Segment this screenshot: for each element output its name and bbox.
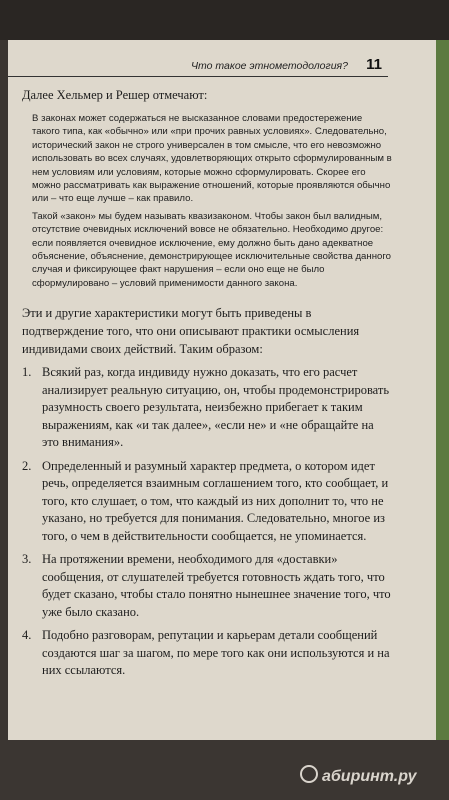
running-title: Что такое этнометодология? [190, 60, 348, 72]
list-number: 2. [22, 458, 32, 473]
list-item-text: На протяжении времени, необходимого для «доставки» сообщения, от слушателей требуется готовность ждать того, что будет сказано, чтобы стало понятно нынешнее значение того, что уже было сказано. [42, 552, 391, 619]
desk-background-top [0, 0, 449, 40]
book-spine [436, 40, 449, 740]
intro-paragraph: Далее Хельмер и Решер отмечают: [22, 88, 208, 102]
list-number: 3. [22, 552, 32, 567]
labyrinth-logo-icon [300, 765, 318, 783]
list-item [22, 364, 392, 452]
list-item [22, 551, 392, 621]
list-number: 4. [22, 628, 32, 643]
list-number: 1. [22, 365, 32, 380]
list-item-text: Определенный и разумный характер предмета, о котором идет речь, определяется взаимным соглашением того, кто сообщает, и того, кто слушает, о том, что каждый из них дополнит то, что не указано, но требуется для понимания. Следовательно, многое из того, о чем в действительности сообщается, не упоминается. [42, 458, 389, 543]
list-item [22, 627, 392, 680]
watermark-text: абиринт.ру [322, 768, 417, 785]
page-content [22, 87, 392, 686]
list-item-text: Подобно разговорам, репутации и карьерам детали сообщений создаются шаг за шагом, по мере того как они используются и на них ссылаются. [42, 628, 390, 678]
watermark-logo [300, 765, 417, 786]
quote-paragraph-2: Такой «закон» мы будем называть квазизаконом. Чтобы закон был валидным, отсутствие очевидных исключений вовсе не обязательно. Необходимо другое: если появляется очевидное исключение, ему должно быть дано адекватное объяснение, объяснение, демонстрирующее исключительные свойства данного случая и фиксирующее факт нарушения – если оно еще не было сформулировано – условий применимости данного закона. [32, 210, 391, 289]
numbered-list [22, 364, 392, 680]
quote-paragraph-1: В законах может содержаться не высказанное словами предостережение такого типа, как «обычно» или «при прочих равных условиях». Следовательно, исторический закон не строго универсален в том смысле, что его невозможно использовать во всех случаях, удовлетворяющих открыто сформулированным в нем условиям или условиям, которые можно сформулировать. Скорее его можно рассматривать как выражение отношений, которые проявляются обычно или – что еще лучше – как правило. [32, 113, 392, 205]
list-item-text: Всякий раз, когда индивиду нужно доказать, что его расчет анализирует реальную ситуацию, он, чтобы продемонстрировать разумность своего результата, неизбежно прибегает к таким выражениям, как «и так далее», «если не» и «не обращайте на это внимания». [42, 365, 390, 450]
page-number: 11 [366, 56, 382, 73]
list-item [22, 458, 392, 546]
running-header [8, 56, 388, 77]
body-paragraph: Эти и другие характеристики могут быть приведены в подтверждение того, что они описывают практики осмысления индивидами своих действий. Таким образом: [22, 306, 360, 357]
